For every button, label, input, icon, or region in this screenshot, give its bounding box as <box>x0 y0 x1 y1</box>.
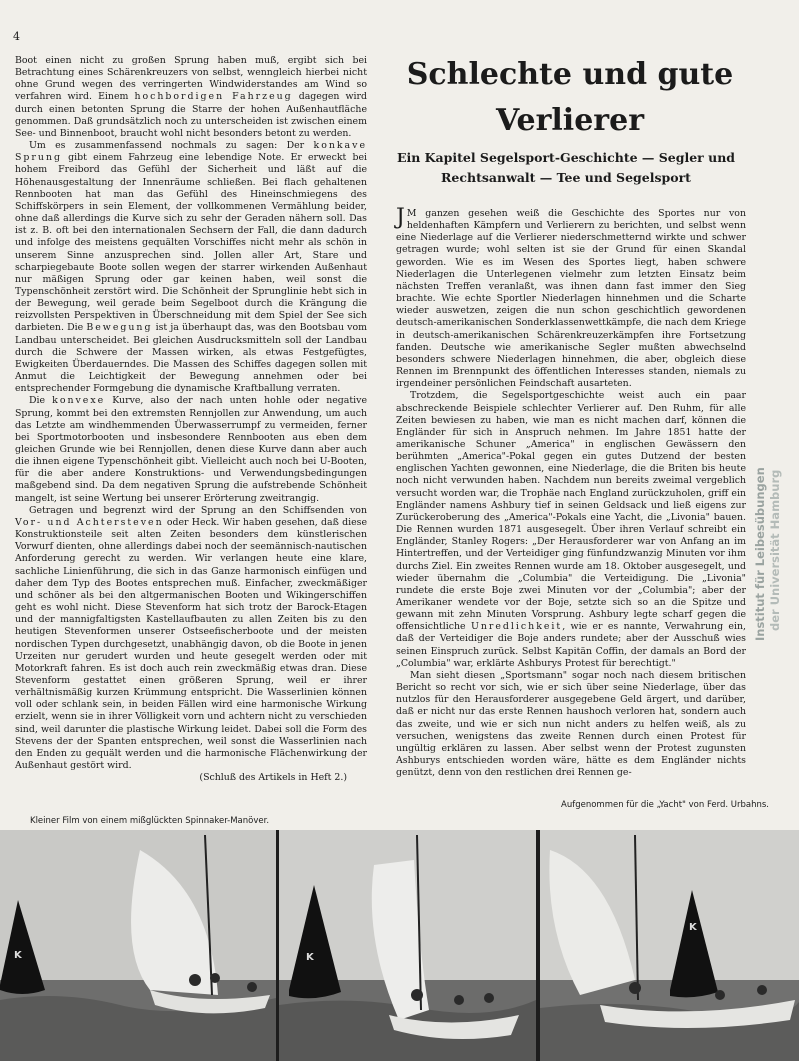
left-article-column <box>15 55 367 784</box>
sailing-photo-3 <box>540 830 799 1061</box>
drop-cap: J <box>396 205 405 230</box>
right-paragraph-3: Man sieht diesen „Sportsmann" sogar noch nach diesem britischen Bericht so recht vor sich, wie er sich über seine Niederlage, über das nutzlos für den Herausforderer ausgegebene Geld ärgert, und darüber, daß er nicht nur das erste Rennen haushoch verloren hat, sondern auch das zweite, und wie er sich nun nicht anders zu helfen weiß, als zu versuchen, wenigstens das zweite Rennen durch einen Protest für ungültig erklären zu lassen. Aber selbst wenn der Protest zugunsten Ashburys entschieden worden wäre, hätte es dem Engländer nichts genützt, denn von den restlichen drei Rennen ge- <box>396 669 746 779</box>
photo-credit: Aufgenommen für die „Yacht" von Ferd. Urbahns. <box>561 800 769 810</box>
subtitle-line-2: Rechtsanwalt — Tee und Segelsport <box>441 170 691 185</box>
left-paragraph-2 <box>15 140 367 395</box>
spaced-emphasis: Unredlichkeit <box>470 621 563 633</box>
page-number: 4 <box>13 30 20 43</box>
text-run: Um es zusammenfassend nochmals zu sagen: Der <box>29 140 314 152</box>
text-run: ist ja überhaupt das, was den Bootsbau vom Landbau unterscheidet. Bei gleichen Ausdrucksmitteln soll der Landbau durch die Schwere der Massen wirken, als etwas Festgefügtes, Ewigkeiten Überdauerndes. Die Massen des Schiffes dagegen sollen mit Anmut die Leichtigkeit der Bewegung annehmen oder bei entsprechender Formgebung die dynamische Kraftballung verraten. <box>15 322 367 395</box>
stamp-line-1: Institut für Leibesübungen <box>753 467 767 641</box>
buoy-marker-letter: K <box>689 922 697 933</box>
spaced-emphasis: Vor- und Achtersteven <box>15 516 164 528</box>
text-run: Kurve, also der nach unten hohle oder negative Sprung, kommt bei den extremsten Rennjollen zur Anwendung, um auch das Letzte am windhemmenden Überwasserrumpf zu vermeiden, ferner bei Sportmotorbooten und insbesondere Rennbooten aus eben dem gleichen Grunde wie bei Rennjollen, denen diese Kurve dann aber auch die ihnen eigene Typenschönheit gibt. Vielleicht auch noch bei U-Booten, für die aber andere Konstruktions- und Verwendungsbedingungen maßgebend sind. Da dem negativen Sprung die aufstrebende Schönheit mangelt, ist seine Wertung bei unserer Erörterung zweitrangig. <box>15 395 367 504</box>
text-run: Boot einen nicht zu großen Sprung haben muß, ergibt sich bei Betrachtung eines Schärenkreuzers von selbst, wenngleich hierbei nicht ohne Grund wegen des verringerten Windwiderstandes am Wind so verfahren wird. Einem <box>15 55 367 103</box>
text-run: M ganzen gesehen weiß die Geschichte des Sportes nur von heldenhaften Kämpfern und Verlierern zu berichten, und selbst wenn eine Niederlage auf die Verlierer niederschmetternd wirkte und schwer getragen wurde; wohl selten ist sie der Grund für einen Skandal geworden. Wie es im Wesen des Sportes liegt, haben schwere Niederlagen die Unterlegenen vielmehr zum letzten Einsatz beim nächsten Treffen veranlaßt, was ihnen dann fast immer den Sieg brachte. Wie echte Sportler Niederlagen hinnehmen und die Scharte wieder auswetzen, zeigen die nun schon geschichtlich gewordenen deutsch-amerikanischen Sonderklassenwettkämpfe, die nach dem Kriege in deutsch-amerikanischen Schärenkreuzerkämpfen ihre Fortsetzung fanden. Deutsche wie amerikanische Segler mußten abwechselnd besonders schwere Niederlagen hinnehmen, die aber, obgleich diese Rennen im Brennpunkt des öffentlichen Interesses standen, niemals zu irgendeiner persönlichen Feindschaft ausarteten. <box>396 208 746 390</box>
photo-strip <box>0 830 799 1061</box>
photo-caption: Kleiner Film von einem mißglückten Spinnaker-Manöver. <box>30 816 270 826</box>
spaced-emphasis: Bewegung <box>86 322 153 334</box>
left-paragraph-4 <box>15 505 367 772</box>
subtitle-line-1: Ein Kapitel Segelsport-Geschichte — Segler und <box>396 150 736 165</box>
left-paragraph-3 <box>15 395 367 504</box>
spaced-emphasis: konkave Sprung <box>15 140 367 164</box>
text-run: dagegen wird durch einen betonten Sprung die Starre der hohen Außenhautfläche genommen. Daß grundsätzlich noch zu unterscheiden ist zwischen einem See- und Binnenboot, braucht wohl nicht besonders betont zu werden. <box>15 91 367 139</box>
text-run: , wie er es nannte, Verwahrung ein, daß der Verteidiger die Boje anders rundete; aber der Ausschuß wies seinen Einspruch zurück. Selbst Kapitän Coffin, der damals an Bord der „Columbia" war, erklärte Ashburys Protest für berechtigt." <box>396 621 746 669</box>
buoy-marker-letter: K <box>306 952 314 963</box>
text-run: Getragen und begrenzt wird der Sprung an den Schiffsenden von <box>29 504 367 516</box>
sailing-photo-1 <box>0 830 276 1061</box>
text-run: oder Heck. Wir haben gesehen, daß diese Konstruktionsteile seit alten Zeiten besonders dem künstlerischen Vorwurf dienten, ohne allerdings dabei noch der seemännisch-nautischen Anforderung gerecht zu werden. Wir verlangen heute eine klare, sachliche Linienführung, die sich in das Ganze harmonisch einfügen und daher dem Typ des Bootes entsprechen muß. Einfacher, zweckmäßiger und schöner als bei den altgermanischen Booten und Wikingerschiffen geht es wohl nicht. Diese Stevenform hat sich trotz der Barock-Etagen und der mannigfaltigsten Kastellaufbauten zu allen Zeiten bis zu den heutigen Stevenformen unserer Ostseefischerboote und der meisten nordischen Typen durchgesetzt, unabhängig davon, ob die Boote in jenen Urzeiten nur gerudert wurden und heute gesegelt werden oder mit Motorkraft fahren. Es ist doch auch rein zweckmäßig etwas dran. Diese Stevenform gestattet einen größeren Sprung, weil er ihrer verhältnismäßig kurzen Krümmung entspricht. Die Wasserlinien können voll oder schlank sein, in beiden Fällen wird eine harmonische Wirkung erzielt, wenn sie in ihrer Völligkeit vorn und achtern nicht zu verschieden sind, weil darunter die plastische Wirkung leidet. Dabei soll die Form des Stevens der der Spanten entsprechen, weil sonst die Wasserlinien nach den Enden zu gequält werden und die harmonische Flächenwirkung der Außenhaut gestört wird. <box>15 516 368 772</box>
text-run: Trotzdem, die Segelsportgeschichte weist auch ein paar abschreckende Beispiele schlechter Verlierer auf. Den Ruhm, für alle Zeiten bewiesen zu haben, wie man es nicht machen darf, können die Engländer für sich in Anspruch nehmen. Im Jahre 1851 hatte der amerikanische Schuner „America" in englischen Gewässern den berühmten „America"-Pokal gegen ein gutes Dutzend der besten englischen Yachten gewonnen, eine Niederlage, die die Briten bis heute noch nicht verwunden haben. Nachdem nun bereits zweimal vergeblich versucht worden war, die Trophäe nach England zurückzuholen, griff ein Engländer namens Ashbury tief in seinen Geldsack und ließ eigens zur Zurückeroberung des „America"-Pokals eine Yacht, die „Livonia" bauen. Die Rennen wurden 1871 ausgesegelt. Über ihren Verlauf schreibt ein Engländer, Stanley Rogers: „Der Herausforderer war von Anfang an im Hintertreffen, und der Verteidiger ging fünfundzwanzig Minuten vor ihm durchs Ziel. Ein zweites Rennen wurde am 18. Oktober ausgesegelt, und wieder übernahm die „Columbia" die Verteidigung. Die „Livonia" rundete die erste Boje zwei Minuten vor der „Columbia"; aber der Amerikaner wendete vor der Boje, setzte sich so an die Spitze und gewann mit zehn Minuten Vorsprung. Ashbury legte scharf gegen die offensichtliche <box>396 390 746 633</box>
right-paragraph-2 <box>396 390 746 670</box>
stamp-line-2: der Universität Hamburg <box>768 469 782 631</box>
spaced-emphasis: hochbordigen Fahrzeug <box>134 91 293 103</box>
title-line-1: Schlechte und gute <box>406 57 734 92</box>
text-run: Die <box>29 395 53 407</box>
article-subtitle <box>388 148 744 188</box>
continuation-note: (Schluß des Artikels in Heft 2.) <box>199 772 347 784</box>
left-paragraph-1 <box>15 55 367 140</box>
library-stamp <box>752 458 786 643</box>
spaced-emphasis: konvexe <box>52 395 106 407</box>
right-paragraph-1 <box>396 205 746 390</box>
article-title <box>380 52 760 144</box>
right-article-column <box>396 205 746 779</box>
text-run: gibt einem Fahrzeug eine lebendige Note. Er erweckt bei hohem Freibord das Gefühl der Sicherheit und läßt auf die Höhenausgestaltung der Innenräume schließen. Bei flach gehaltenen Rennbooten hat man das Gefühl des Hineinschmiegens des Schiffskörpers in sein Element, der vollkommenen Vermählung beider, ohne daß allerdings die Kurve sich zu sehr der Geraden nähern soll. Das ist z. B. oft bei den internationalen Sechsern der Fall, die dann dadurch und infolge des meistens gequälten Vorschiffes nicht mehr als schön in unserem Sinne anzusprechen sind. Jollen aller Art, Stare und scharpiegebaute Boote sollen wegen der starrer wirkenden Außenhaut nur mäßigen Sprung oder gar keinen haben, weil sonst die Typenschönheit zerstört wird. Die Schönheit der Sprunglinie hebt sich in der Bewegung, weil gerade beim Segelboot durch die Krängung die reizvollsten Perspektiven in Überschneidung mit dem Spiel der See sich darbieten. Die <box>15 152 367 334</box>
buoy-marker-letter: K <box>14 950 22 961</box>
sailing-photo-2 <box>279 830 536 1061</box>
title-line-2: Verlierer <box>496 103 644 138</box>
